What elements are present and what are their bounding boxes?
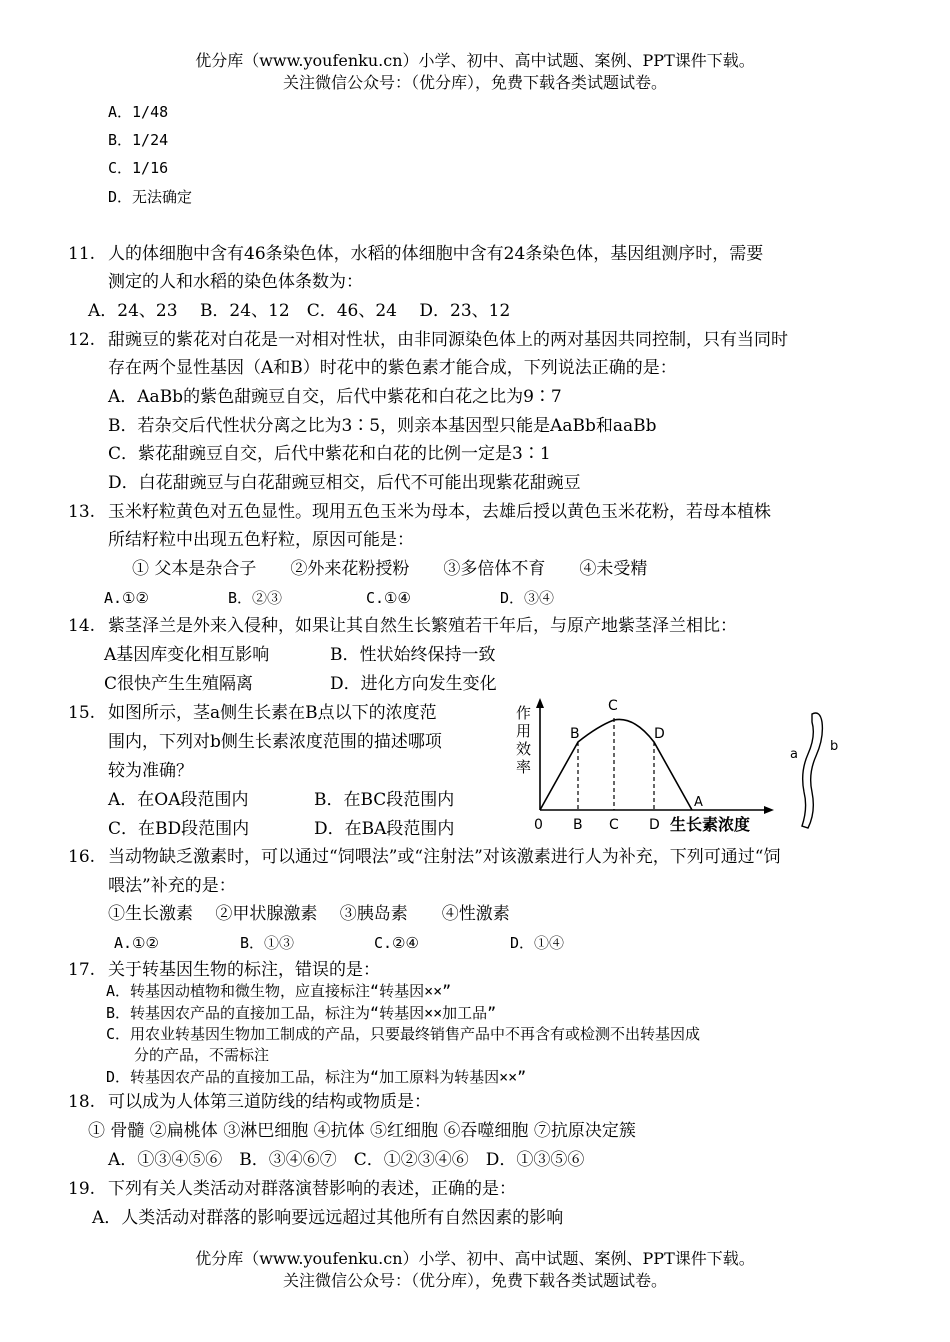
q16-text-line-2: 喂法”补充的是： xyxy=(108,876,236,896)
point-label-c: C xyxy=(608,698,618,714)
q13-option-d: D．③④ xyxy=(500,589,555,607)
q12-option-c: C．紫花甜豌豆自交，后代中紫花和白花的比例一定是3∶1 xyxy=(108,444,551,464)
point-label-b: B xyxy=(570,726,580,742)
q14-option-d: D．进化方向发生变化 xyxy=(330,674,497,694)
q16-number: 16. xyxy=(68,847,96,867)
q17-option-d: D．转基因农产品的直接加工品，标注为“加工原料为转基因××” xyxy=(106,1068,527,1086)
y-label-char-4: 率 xyxy=(516,758,532,776)
q13-option-b: B．②③ xyxy=(228,589,283,607)
q14-text-line-1: 紫茎泽兰是外来入侵种，如果让其自然生长繁殖若干年后，与原产地紫茎泽兰相比： xyxy=(108,616,737,636)
stem-outline xyxy=(802,713,822,828)
header-line-1: 优分库（www.youfenku.cn）小学、初中、高中试题、案例、PPT课件下载。 xyxy=(195,51,755,70)
q11-number: 11. xyxy=(68,244,96,264)
q10-option-b: B．1/24 xyxy=(108,131,169,149)
y-label-char-3: 效 xyxy=(516,740,532,758)
q15-stem-figure xyxy=(786,708,846,832)
q11-text-line-1: 人的体细胞中含有46条染色体，水稻的体细胞中含有24条染色体，基因组测序时，需要 xyxy=(108,244,764,264)
y-axis-arrow xyxy=(536,698,544,708)
q12-option-d: D．白花甜豌豆与白花甜豌豆相交，后代不可能出现紫花甜豌豆 xyxy=(108,473,581,493)
q17-text-line-1: 关于转基因生物的标注，错误的是： xyxy=(108,960,380,980)
stem-label-a: a xyxy=(790,747,798,762)
q15-option-b: B．在BC段范围内 xyxy=(314,790,455,810)
q16-option-d: D．①④ xyxy=(510,934,565,952)
q15-number: 15. xyxy=(68,703,96,723)
q13-items: ① 父本是杂合子 ②外来花粉授粉 ③多倍体不育 ④未受精 xyxy=(132,559,648,579)
point-label-d: D xyxy=(654,726,665,742)
footer-line-2: 关注微信公众号：（优分库），免费下载各类试题试卷。 xyxy=(282,1271,667,1290)
x-tick-d: D xyxy=(649,817,660,833)
q15-growth-curve-figure xyxy=(508,696,778,838)
q15-text-line-2: 围内，下列对b侧生长素浓度范围的描述哪项 xyxy=(108,732,442,752)
y-label-char-1: 作 xyxy=(516,704,532,722)
q11-text-line-2: 测定的人和水稻的染色体条数为： xyxy=(108,272,363,292)
q14-option-c: C很快产生生殖隔离 xyxy=(104,674,254,694)
x-tick-b: B xyxy=(573,817,583,833)
q16-option-a: A.①② xyxy=(114,934,159,952)
q18-items: ① 骨髓 ②扁桃体 ③淋巴细胞 ④抗体 ⑤红细胞 ⑥吞噬细胞 ⑦抗原决定簇 xyxy=(88,1121,636,1141)
q18-number: 18. xyxy=(68,1092,96,1112)
q12-text-line-1: 甜豌豆的紫花对白花是一对相对性状，由非同源染色体上的两对基因共同控制，只有当同时 xyxy=(108,330,788,350)
q14-option-b: B．性状始终保持一致 xyxy=(330,645,496,665)
q16-text-line-1: 当动物缺乏激素时，可以通过“饲喂法”或“注射法”对该激素进行人为补充，下列可通过“饲 xyxy=(108,847,781,867)
q12-option-a: A．AaBb的紫色甜豌豆自交，后代中紫花和白花之比为9∶7 xyxy=(108,387,562,407)
q15-text-line-3: 较为准确？ xyxy=(108,761,193,781)
q12-option-b: B．若杂交后代性状分离之比为3∶5，则亲本基因型只能是AaBb和aaBb xyxy=(108,416,657,436)
q15-option-d: D．在BA段范围内 xyxy=(314,819,455,839)
q12-text-line-2: 存在两个显性基因（A和B）时花中的紫色素才能合成，下列说法正确的是： xyxy=(108,358,677,378)
q17-option-a: A．转基因动植物和微生物，应直接标注“转基因××” xyxy=(106,982,452,1000)
header-line-2: 关注微信公众号：（优分库），免费下载各类试题试卷。 xyxy=(282,73,667,92)
q10-option-d: D．无法确定 xyxy=(108,188,193,206)
q17-option-c-line-2: 分的产品，不需标注 xyxy=(134,1046,270,1064)
q19-option-a: A．人类活动对群落的影响要远远超过其他所有自然因素的影响 xyxy=(92,1208,564,1228)
q13-number: 13. xyxy=(68,502,96,522)
point-label-a: A xyxy=(694,795,703,810)
stem-label-b: b xyxy=(830,739,839,754)
q13-text-line-2: 所结籽粒中出现五色籽粒，原因可能是： xyxy=(108,530,414,550)
q10-option-a: A．1/48 xyxy=(108,103,169,121)
q13-option-a: A.①② xyxy=(104,589,149,607)
q14-number: 14. xyxy=(68,616,96,636)
q16-items: ①生长激素 ②甲状腺激素 ③胰岛素 ④性激素 xyxy=(108,904,510,924)
q16-option-b: B．①③ xyxy=(240,934,295,952)
q19-number: 19. xyxy=(68,1179,96,1199)
x-axis-label: 生长素浓度 xyxy=(670,815,751,834)
q15-text-line-1: 如图所示，茎a侧生长素在B点以下的浓度范 xyxy=(108,703,437,723)
q15-option-a: A．在OA段范围内 xyxy=(108,790,249,810)
q12-number: 12. xyxy=(68,330,96,350)
q13-text-line-1: 玉米籽粒黄色对五色显性。现用五色玉米为母本，去雄后授以黄色玉米花粉，若母本植株 xyxy=(108,502,771,522)
y-label-char-2: 用 xyxy=(516,722,532,740)
q13-option-c: C.①④ xyxy=(366,589,411,607)
q18-options: A．①③④⑤⑥ B．③④⑥⑦ C．①②③④⑥ D．①③⑤⑥ xyxy=(108,1150,585,1170)
q10-option-c: C．1/16 xyxy=(108,159,169,177)
q19-text-line-1: 下列有关人类活动对群落演替影响的表述，正确的是： xyxy=(108,1179,516,1199)
footer-line-1: 优分库（www.youfenku.cn）小学、初中、高中试题、案例、PPT课件下载。 xyxy=(195,1249,755,1268)
q17-option-c-line-1: C．用农业转基因生物加工制成的产品，只要最终销售产品中不再含有或检测不出转基因成 xyxy=(106,1025,701,1043)
q16-option-c: C.②④ xyxy=(374,934,419,952)
curve-line xyxy=(540,719,692,810)
origin-label: 0 xyxy=(534,817,543,833)
q11-options: A．24、23 B．24、12 C．46、24 D．23、12 xyxy=(88,301,511,321)
x-axis-arrow xyxy=(764,806,774,814)
q18-text-line-1: 可以成为人体第三道防线的结构或物质是： xyxy=(108,1092,431,1112)
q17-number: 17. xyxy=(68,960,96,980)
x-tick-c: C xyxy=(609,817,619,833)
q14-option-a: A基因库变化相互影响 xyxy=(104,645,270,665)
q15-option-c: C．在BD段范围内 xyxy=(108,819,250,839)
q17-option-b: B．转基因农产品的直接加工品，标注为“转基因××加工品” xyxy=(106,1004,497,1022)
